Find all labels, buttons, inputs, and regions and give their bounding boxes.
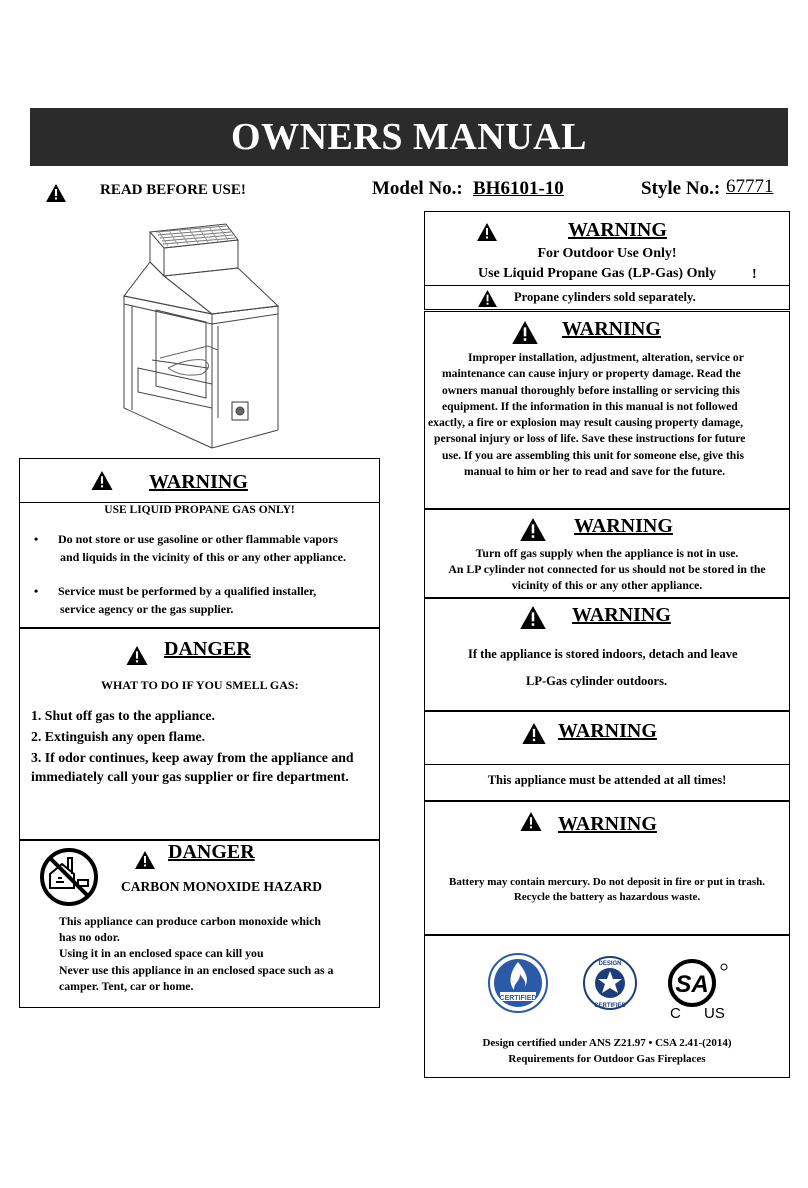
danger-heading: DANGER — [164, 638, 251, 660]
model-value: BH6101-10 — [473, 178, 564, 199]
warning-icon — [520, 518, 546, 541]
read-before-use: READ BEFORE USE! — [100, 182, 246, 198]
indoors-text-2: LP-Gas cylinder outdoors. — [526, 674, 668, 688]
install-warning-text: Improper installation, adjustment, alteration, service or maintenance can cause injury or property damage. Read the owners manual thoroughly before installing or servicing this equipment. If the information in this manual is not followed exactly, a fire or explosion may result causing property damage, personal injury or loss of life. Save these instructions for future use. If you are assembling this unit for someone else, give this manual to him or her to read and save for the future. — [428, 351, 746, 479]
warning-heading: WARNING — [558, 720, 657, 742]
co-hazard-text: This appliance can produce carbon monoxide which has no odor. Using it in an enclosed space can kill you Never use this appliance in an enclosed space such as a camper. Tent, car or home. — [59, 914, 334, 993]
warning-icon — [478, 290, 497, 307]
model-label: Model No.: — [372, 178, 463, 199]
csa-c-text: C — [670, 1005, 681, 1021]
csa-us-text: US — [704, 1005, 725, 1021]
outdoor-use-text: For Outdoor Use Only! — [537, 246, 677, 261]
lp-gas-only-text: Use Liquid Propane Gas (LP-Gas) Only — [478, 266, 717, 281]
logo2-top-text: DESIGN — [598, 961, 622, 967]
danger-heading: DANGER — [168, 841, 255, 863]
warning-icon — [46, 184, 66, 202]
danger-gas-steps: 1. Shut off gas to the appliance. 2. Extinguish any open flame. 3. If odor continues, keep away from the appliance and immediately call your gas supplier or fire department. — [31, 708, 354, 784]
exclaim-mark: ! — [752, 267, 757, 282]
warning-icon — [522, 723, 546, 744]
logo2-bottom-text: CERTIFIED — [594, 1003, 626, 1009]
fireplace-illustration — [118, 218, 288, 450]
warning-heading: WARNING — [574, 515, 673, 537]
warning-icon — [477, 223, 497, 241]
style-label: Style No.: — [641, 178, 721, 199]
smell-gas-heading: WHAT TO DO IF YOU SMELL GAS: — [101, 678, 299, 692]
logo1-text: CERTIFIED — [499, 995, 537, 1002]
style-value: 67771 — [726, 176, 774, 197]
propane-note: Propane cylinders sold separately. — [514, 290, 696, 304]
warning-icon — [91, 471, 113, 490]
use-lp-gas-only: USE LIQUID PROPANE GAS ONLY! — [104, 504, 295, 516]
co-hazard-heading: CARBON MONOXIDE HAZARD — [121, 879, 323, 894]
indoors-text-1: If the appliance is stored indoors, detach and leave — [468, 647, 738, 661]
csa-mark-text: SA — [675, 971, 709, 998]
csa-logo — [664, 955, 734, 1021]
warning-heading: WARNING — [568, 219, 667, 241]
warning-icon — [512, 321, 538, 344]
certification-text: Design certified under ANS Z21.97 • CSA 2.41-(2014) Requirements for Outdoor Gas Fireplaces — [482, 1037, 732, 1065]
warning-heading: WARNING — [572, 604, 671, 626]
warning-icon — [135, 851, 155, 869]
battery-text: Battery may contain mercury. Do not deposit in fire or put in trash. Recycle the battery as hazardous waste. — [449, 876, 765, 903]
manual-title: OWNERS MANUAL — [30, 108, 788, 166]
warning-heading: WARNING — [562, 318, 661, 340]
no-enclosed-space-icon — [38, 846, 100, 908]
warning-icon — [520, 606, 546, 629]
attended-text: This appliance must be attended at all times! — [487, 773, 727, 787]
blue-flame-certified-logo — [486, 952, 550, 1014]
warning-icon — [520, 812, 542, 831]
warning-heading: WARNING — [558, 813, 657, 835]
warning-icon — [126, 646, 148, 665]
gas-supply-text: Turn off gas supply when the appliance is not in use. An LP cylinder not connected for us should not be stored in the vicinity of this or any other appliance. — [448, 546, 766, 592]
design-certified-logo — [582, 954, 638, 1012]
warning-heading: WARNING — [149, 471, 248, 493]
